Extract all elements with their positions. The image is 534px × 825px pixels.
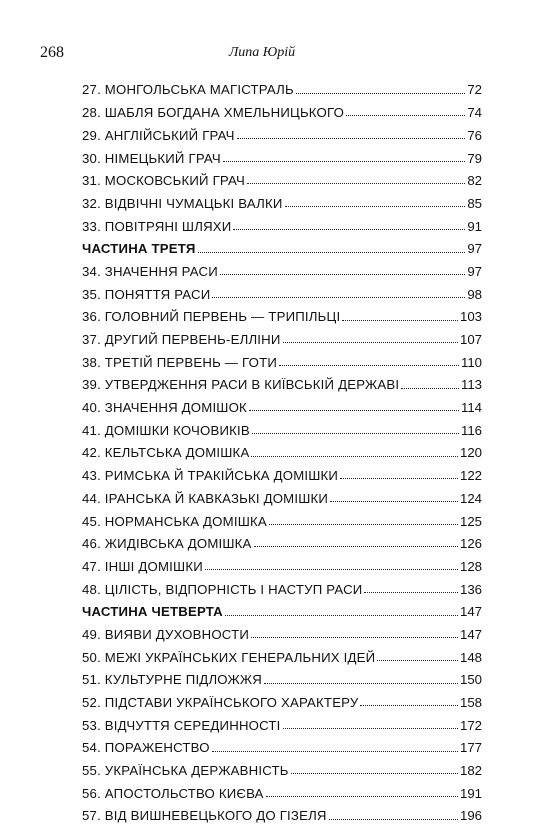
toc-entry-title: 28. ШАБЛЯ БОГДАНА ХМЕЛЬНИЦЬКОГО: [82, 105, 345, 121]
toc-entry: [82, 711, 482, 734]
dot-leader: [360, 705, 458, 706]
dot-leader: [283, 342, 458, 343]
dot-leader: [254, 546, 458, 547]
toc-entry: [82, 621, 482, 644]
toc-entry-title: 54. ПОРАЖЕНСТВО: [82, 740, 210, 756]
toc-entry: [82, 326, 482, 349]
dot-leader: [346, 115, 465, 116]
toc-entry-page: 125: [459, 513, 482, 529]
dot-leader: [340, 478, 458, 479]
toc-entry-page: 97: [467, 263, 482, 279]
toc-entry-page: 182: [459, 763, 482, 779]
toc-entry-page: 196: [459, 808, 482, 824]
toc-entry-page: 150: [459, 672, 482, 688]
dot-leader: [401, 388, 459, 389]
dot-leader: [285, 206, 466, 207]
toc-entry: [82, 666, 482, 689]
toc-entry: [82, 348, 482, 371]
toc-entry-title: 44. ІРАНСЬКА Й КАВКАЗЬКІ ДОМІШКИ: [82, 490, 329, 506]
toc-entry-page: 116: [460, 422, 482, 438]
dot-leader: [205, 569, 458, 570]
toc-entry: [82, 552, 482, 575]
dot-leader: [279, 365, 459, 366]
toc-entry-page: 103: [459, 309, 482, 325]
toc-entry-title: 36. ГОЛОВНИЙ ПЕРВЕНЬ — ТРИПІЛЬЦІ: [82, 309, 341, 325]
dot-leader: [330, 501, 458, 502]
toc-entry-title: 53. ВІДЧУТТЯ СЕРЕДИННОСТІ: [82, 717, 281, 733]
toc-entry-page: 97: [467, 241, 482, 257]
dot-leader: [291, 773, 458, 774]
dot-leader: [329, 819, 458, 820]
dot-leader: [364, 592, 458, 593]
dot-leader: [264, 683, 458, 684]
toc-entry-title: 42. КЕЛЬТСЬКА ДОМІШКА: [82, 445, 250, 461]
toc-entry-page: 120: [459, 445, 482, 461]
dot-leader: [220, 274, 465, 275]
toc-entry: [82, 303, 482, 326]
toc-part-heading: [82, 598, 482, 621]
toc-entry-page: 98: [467, 286, 482, 302]
toc-entry-title: 45. НОРМАНСЬКА ДОМІШКА: [82, 513, 267, 529]
toc-entry: [82, 76, 482, 99]
toc-entry-page: 74: [467, 105, 482, 121]
toc-entry: [82, 734, 482, 757]
toc-entry-page: 76: [467, 127, 482, 143]
toc-entry-title: 51. КУЛЬТУРНЕ ПІДЛОЖЖЯ: [82, 672, 262, 688]
toc-entry-page: 124: [459, 490, 482, 506]
toc-entry-title: 41. ДОМІШКИ КОЧОВИКІВ: [82, 422, 250, 438]
toc-entry: [82, 643, 482, 666]
toc-entry-title: 47. ІНШІ ДОМІШКИ: [82, 558, 203, 574]
toc-entry: [82, 802, 482, 825]
toc-entry-title: 33. ПОВІТРЯНІ ШЛЯХИ: [82, 218, 232, 234]
dot-leader: [247, 183, 465, 184]
toc-entry-title: 52. ПІДСТАВИ УКРАЇНСЬКОГО ХАРАКТЕРУ: [82, 695, 359, 711]
toc-entry: [82, 167, 482, 190]
toc-entry-title: 34. ЗНАЧЕННЯ РАСИ: [82, 263, 218, 279]
toc-entry: [82, 416, 482, 439]
toc-entry-title: 39. УТВЕРДЖЕННЯ РАСИ В КИЇВСЬКІЙ ДЕРЖАВІ: [82, 377, 400, 393]
toc-entry-page: 158: [459, 695, 482, 711]
toc-entry: [82, 439, 482, 462]
toc-entry-title: 48. ЦІЛІСТЬ, ВІДПОРНІСТЬ І НАСТУП РАСИ: [82, 581, 363, 597]
toc-entry-page: 82: [467, 173, 482, 189]
toc-entry: [82, 530, 482, 553]
toc-entry-title: 46. ЖИДІВСЬКА ДОМІШКА: [82, 536, 252, 552]
dot-leader: [249, 410, 459, 411]
toc-entry: [82, 371, 482, 394]
dot-leader: [225, 615, 458, 616]
toc-entry-page: 122: [459, 468, 482, 484]
toc-entry: [82, 484, 482, 507]
toc-entry-page: 147: [459, 626, 482, 642]
toc-entry-title: ЧАСТИНА ТРЕТЯ: [82, 241, 196, 257]
running-title: Липа Юрій: [228, 45, 296, 60]
dot-leader: [266, 796, 458, 797]
table-of-contents: [82, 76, 482, 825]
toc-entry-page: 191: [459, 785, 482, 801]
toc-entry-page: 126: [459, 536, 482, 552]
toc-entry-title: ЧАСТИНА ЧЕТВЕРТА: [82, 604, 223, 620]
toc-entry: [82, 99, 482, 122]
toc-entry: [82, 258, 482, 281]
toc-entry-title: 50. МЕЖІ УКРАЇНСЬКИХ ГЕНЕРАЛЬНИХ ІДЕЙ: [82, 649, 376, 665]
toc-entry-page: 107: [459, 332, 482, 348]
toc-entry-title: 27. МОНГОЛЬСЬКА МАГІСТРАЛЬ: [82, 82, 294, 98]
toc-entry-title: 35. ПОНЯТТЯ РАСИ: [82, 286, 211, 302]
dot-leader: [212, 297, 465, 298]
toc-entry-title: 38. ТРЕТІЙ ПЕРВЕНЬ — ГОТИ: [82, 354, 278, 370]
toc-entry: [82, 394, 482, 417]
dot-leader: [223, 161, 465, 162]
dot-leader: [212, 751, 458, 752]
toc-entry-page: 91: [467, 218, 482, 234]
page-number: 268: [40, 44, 64, 61]
dot-leader: [342, 320, 458, 321]
toc-entry-page: 113: [460, 377, 482, 393]
toc-entry-title: 55. УКРАЇНСЬКА ДЕРЖАВНІСТЬ: [82, 763, 289, 779]
toc-entry-title: 57. ВІД ВИШНЕВЕЦЬКОГО ДО ГІЗЕЛЯ: [82, 808, 327, 824]
toc-entry-title: 56. АПОСТОЛЬСТВО КИЄВА: [82, 785, 264, 801]
dot-leader: [251, 637, 458, 638]
toc-entry-page: 148: [459, 649, 482, 665]
toc-entry-page: 147: [459, 604, 482, 620]
toc-entry: [82, 757, 482, 780]
toc-entry-page: 72: [467, 82, 482, 98]
toc-entry-title: 31. МОСКОВСЬКИЙ ГРАЧ: [82, 173, 246, 189]
toc-entry-title: 30. НІМЕЦЬКИЙ ГРАЧ: [82, 150, 221, 166]
dot-leader: [237, 138, 466, 139]
toc-entry: [82, 189, 482, 212]
toc-entry-page: 110: [460, 354, 482, 370]
dot-leader: [296, 93, 465, 94]
toc-entry: [82, 280, 482, 303]
toc-entry: [82, 121, 482, 144]
toc-entry: [82, 462, 482, 485]
dot-leader: [233, 229, 465, 230]
toc-entry-page: 79: [467, 150, 482, 166]
toc-entry-page: 136: [459, 581, 482, 597]
toc-entry-title: 43. РИМСЬКА Й ТРАКІЙСЬКА ДОМІШКИ: [82, 468, 339, 484]
toc-entry-title: 49. ВИЯВИ ДУХОВНОСТИ: [82, 626, 250, 642]
toc-entry-title: 37. ДРУГИЙ ПЕРВЕНЬ-ЕЛЛІНИ: [82, 332, 281, 348]
dot-leader: [283, 728, 458, 729]
toc-entry: [82, 507, 482, 530]
toc-entry: [82, 212, 482, 235]
toc-entry-title: 40. ЗНАЧЕННЯ ДОМІШОК: [82, 400, 247, 416]
toc-part-heading: [82, 235, 482, 258]
toc-entry-page: 85: [467, 195, 482, 211]
dot-leader: [251, 456, 458, 457]
toc-entry: [82, 689, 482, 712]
toc-entry: [82, 144, 482, 167]
toc-entry-title: 29. АНГЛІЙСЬКИЙ ГРАЧ: [82, 127, 235, 143]
toc-entry: [82, 575, 482, 598]
dot-leader: [252, 433, 459, 434]
toc-entry-page: 172: [459, 717, 482, 733]
dot-leader: [269, 524, 458, 525]
toc-entry-page: 128: [459, 558, 482, 574]
toc-entry: [82, 779, 482, 802]
toc-entry-title: 32. ВІДВІЧНІ ЧУМАЦЬКІ ВАЛКИ: [82, 195, 283, 211]
toc-entry-page: 177: [459, 740, 482, 756]
dot-leader: [198, 252, 466, 253]
page-header: [40, 44, 484, 66]
dot-leader: [377, 660, 458, 661]
toc-entry-page: 114: [460, 400, 482, 416]
